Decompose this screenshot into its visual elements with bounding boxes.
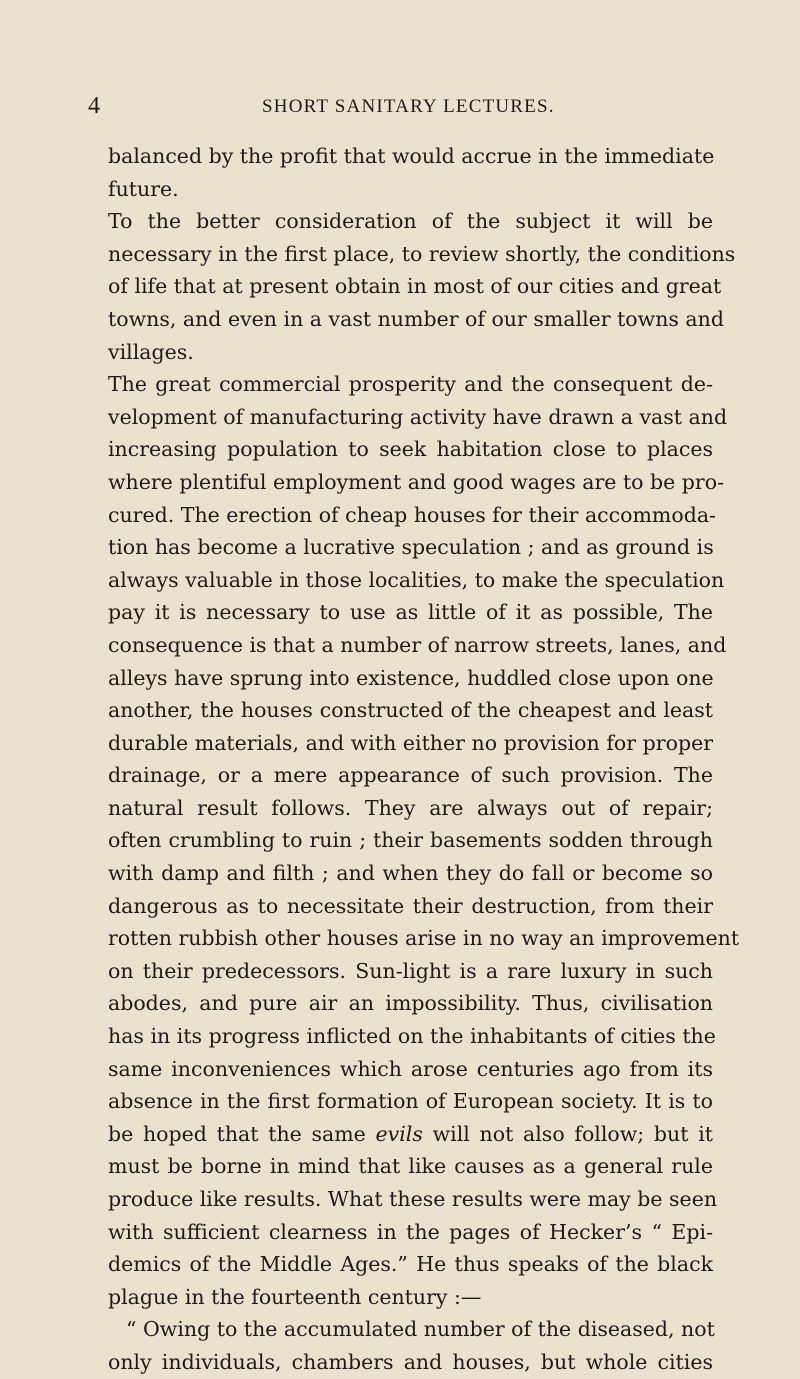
text-line: cured. The erection of cheap houses for their accommoda-: [108, 502, 716, 527]
text-line: drainage, or a mere appearance of such provision. The: [108, 763, 713, 788]
text-line: must be borne in mind that like causes as a general rule: [108, 1154, 713, 1179]
text-segment: be hoped that the same: [108, 1121, 376, 1146]
text-line: durable materials, and with either no provision for proper: [108, 730, 713, 755]
page-number: 4: [88, 93, 100, 119]
text-line: often crumbling to ruin ; their basements sodden through: [108, 828, 713, 853]
text-line: future.: [108, 176, 179, 201]
text-line: alleys have sprung into existence, huddled close upon one: [108, 665, 714, 690]
text-line: only individuals, chambers and houses, but whole cities: [108, 1349, 713, 1374]
text-line: “ Owing to the accumulated number of the diseased, not: [126, 1317, 715, 1342]
running-head: SHORT SANITARY LECTURES.: [262, 96, 555, 117]
text-line: demics of the Middle Ages.” He thus speaks of the black: [108, 1252, 713, 1277]
text-line: with sufficient clearness in the pages of Hecker’s “ Epi-: [108, 1219, 713, 1244]
text-line: towns, and even in a vast number of our smaller towns and: [108, 306, 724, 331]
text-line: with damp and filth ; and when they do fall or become so: [108, 861, 713, 886]
text-line: increasing population to seek habitation close to places: [108, 437, 713, 462]
text-line: where plentiful employment and good wages are to be pro-: [108, 469, 725, 494]
text-line: tion has become a lucrative speculation ; and as ground is: [108, 535, 714, 560]
text-line: pay it is necessary to use as little of it as possible, The: [108, 600, 713, 625]
text-line: dangerous as to necessitate their destruction, from their: [108, 893, 713, 918]
text-line: necessary in the first place, to review shortly, the conditions: [108, 241, 736, 266]
text-line: has in its progress inflicted on the inhabitants of cities the: [108, 1024, 716, 1049]
text-line: velopment of manufacturing activity have drawn a vast and: [108, 404, 728, 429]
text-segment: will not also follow; but it: [422, 1121, 714, 1146]
text-line: rotten rubbish other houses arise in no way an improvement: [108, 926, 740, 951]
text-line: another, the houses constructed of the cheapest and least: [108, 698, 713, 723]
text-line: on their predecessors. Sun-light is a rare luxury in such: [108, 958, 713, 983]
text-line: plague in the fourteenth century :—: [108, 1284, 482, 1309]
text-line: always valuable in those localities, to make the speculation: [108, 567, 725, 592]
text-line: consequence is that a number of narrow streets, lanes, and: [108, 632, 727, 657]
emphasized-word: evils: [375, 1121, 423, 1146]
text-line: of life that at present obtain in most of our cities and great: [108, 274, 722, 299]
page-header: [0, 93, 800, 129]
text-line-with-emphasis: [108, 1118, 713, 1151]
text-line: natural result follows. They are always out of repair;: [108, 795, 713, 820]
text-line: The great commercial prosperity and the consequent de-: [108, 372, 713, 397]
text-line: To the better consideration of the subject it will be: [108, 209, 713, 234]
text-line: produce like results. What these results were may be seen: [108, 1187, 718, 1211]
body-text: [108, 140, 740, 1379]
text-line: villages.: [108, 339, 194, 364]
text-line: abodes, and pure air an impossibility. Thus, civilisation: [108, 991, 713, 1016]
text-line: absence in the first formation of European society. It is to: [108, 1089, 713, 1114]
text-line: balanced by the profit that would accrue in the immediate: [108, 144, 715, 168]
text-line: same inconveniences which arose centuries ago from its: [108, 1056, 713, 1081]
